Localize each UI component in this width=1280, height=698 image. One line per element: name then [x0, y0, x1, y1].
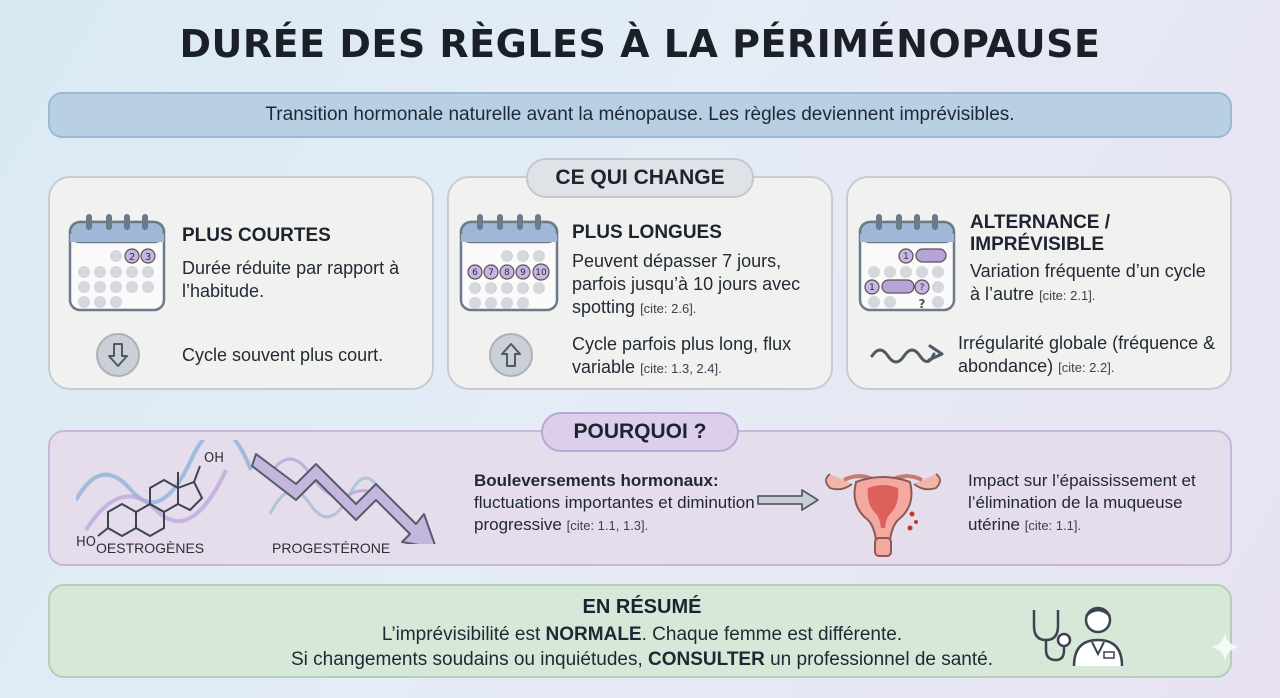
intro-banner	[48, 92, 1232, 138]
section-change-label: CE QUI CHANGE	[526, 158, 754, 198]
summary-line-1: L’imprévisibilité est NORMALE. Chaque femme est différente.	[381, 624, 903, 645]
estrogen-oh-label: OH	[204, 451, 225, 466]
estrogen-ho-label: HO	[76, 535, 97, 550]
sparkle-icon	[1210, 632, 1240, 662]
card-bottom-text: Irrégularité globale (fréquence & abondance) [cite: 2.2].	[958, 333, 1216, 376]
calendar-day: 2	[128, 252, 136, 263]
progesterone-decline-icon	[250, 444, 460, 544]
page-title: DURÉE DES RÈGLES À LA PÉRIMÉNOPAUSE	[179, 22, 1101, 66]
citation: [cite: 1.1, 1.3].	[566, 518, 649, 533]
doctor-icon	[1070, 600, 1126, 670]
card-title: PLUS COURTES	[182, 225, 331, 246]
stethoscope-icon	[1026, 606, 1072, 666]
summary-line-2: Si changements soudains ou inquiétudes, CONSULTER un professionnel de santé.	[290, 649, 993, 670]
arrow-right-icon	[756, 488, 822, 512]
card-longer	[447, 176, 833, 390]
section-why-label: POURQUOI ?	[541, 412, 739, 452]
card-shorter	[48, 176, 434, 390]
citation: [cite: 2.1].	[1039, 288, 1096, 303]
impact-text: Impact sur l’épaississement et l’élimination de la muqueuse utérine [cite: 1.1].	[968, 471, 1196, 534]
calendar-day: 3	[144, 252, 152, 263]
calendar-day: 7	[488, 268, 494, 278]
citation: [cite: 1.1].	[1024, 518, 1082, 533]
calendar-day: 6	[472, 268, 478, 278]
card-bottom-text: Cycle parfois plus long, flux variable [cite: 1.3, 2.4].	[572, 334, 792, 377]
card-alternance	[846, 176, 1232, 390]
calendar-icon	[68, 214, 166, 314]
calendar-day: 9	[520, 268, 526, 278]
calendar-day: 10	[535, 268, 547, 278]
summary-title: EN RÉSUMÉ	[582, 596, 702, 618]
citation: [cite: 1.3, 2.4].	[640, 361, 722, 376]
card-text: Peuvent dépasser 7 jours, parfois jusqu’à 10 jours avec spotting [cite: 2.6].	[572, 251, 801, 317]
card-bottom-text: Cycle souvent plus court.	[182, 345, 384, 365]
progesterone-label: PROGESTÉRONE	[272, 540, 391, 556]
estrogen-label: OESTROGÈNES	[96, 540, 205, 556]
calendar-day: 1	[869, 283, 875, 293]
calendar-day: ?	[918, 297, 926, 311]
calendar-day: ?	[919, 283, 925, 293]
card-text: Variation fréquente d’un cycle à l’autre [cite: 2.1].	[970, 261, 1206, 304]
card-title: ALTERNANCE / IMPRÉVISIBLE	[970, 212, 1111, 255]
calendar-icon	[459, 214, 559, 314]
card-text: Durée réduite par rapport à l’habitude.	[182, 258, 400, 301]
arrow-up-icon	[489, 333, 533, 377]
calendar-day: 8	[504, 268, 510, 278]
card-title: PLUS LONGUES	[572, 222, 722, 243]
estrogen-molecule-icon	[76, 440, 256, 550]
hormones-text: Bouleversements hormonaux: fluctuations importantes et diminution progressive [cite: 1.1, 1.3].	[474, 471, 755, 534]
summary-box	[48, 584, 1232, 678]
calendar-day: 1	[903, 252, 909, 262]
uterus-icon	[820, 458, 946, 558]
citation: [cite: 2.6].	[640, 301, 697, 316]
arrow-down-icon	[96, 333, 140, 377]
intro-text: Transition hormonale naturelle avant la ménopause. Les règles deviennent imprévisibles.	[265, 104, 1015, 125]
citation: [cite: 2.2].	[1058, 360, 1115, 375]
wavy-arrow-icon	[868, 338, 948, 368]
calendar-icon	[858, 214, 956, 314]
